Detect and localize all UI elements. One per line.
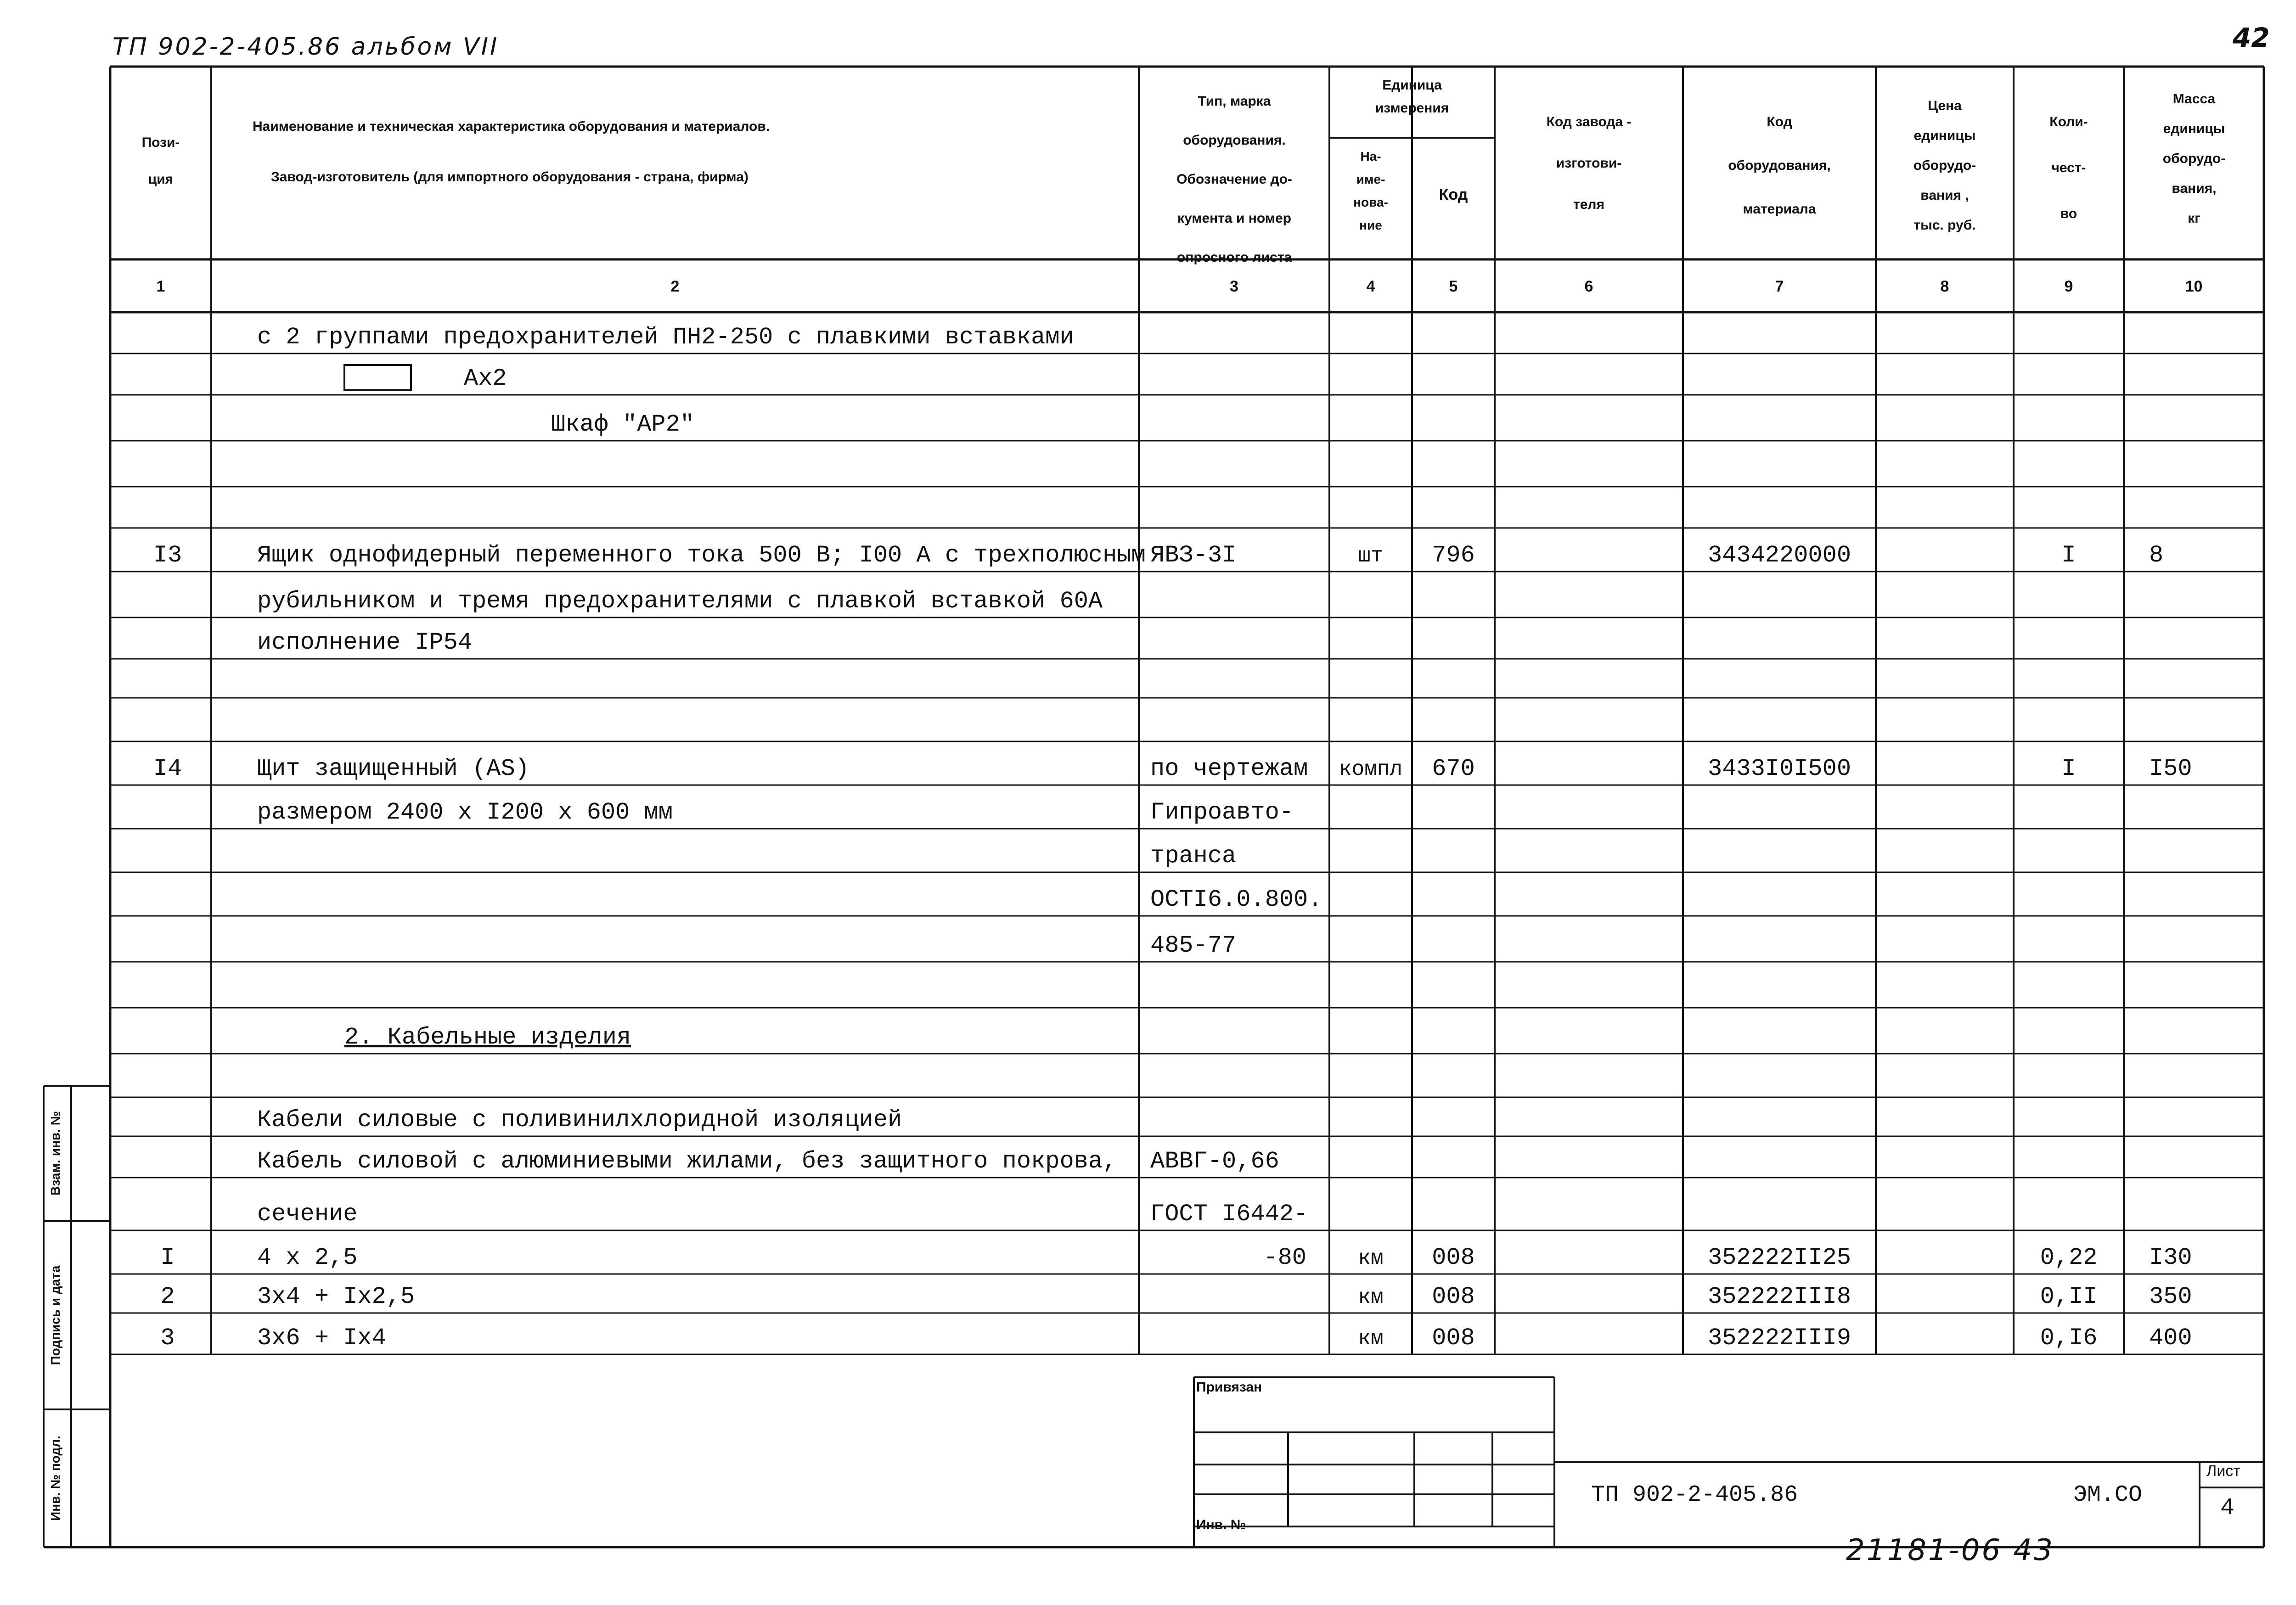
name-cell: 3х4 + Iх2,5 — [257, 1283, 415, 1310]
column-header: кг — [2188, 211, 2200, 226]
type-cell: ГОСТ I6442- — [1150, 1201, 1308, 1228]
name-cell: Кабели силовые с поливинилхлоридной изоляцией — [257, 1106, 902, 1134]
column-header: Наименование и техническая характеристика оборудования и материалов. — [253, 119, 770, 134]
stamp-document-code: ТП 902-2-405.86 — [1591, 1482, 1798, 1508]
stamp-bound-label: Привязан — [1196, 1380, 1262, 1395]
mass-cell: 350 — [2149, 1283, 2192, 1310]
type-cell: -80 — [1263, 1244, 1306, 1271]
unit-code-cell: 008 — [1432, 1324, 1475, 1352]
stamp-sheet-number: 4 — [2220, 1494, 2235, 1521]
quantity-cell: 0,I6 — [2040, 1324, 2098, 1352]
unit-cell: км — [1358, 1285, 1384, 1309]
column-header: Тип, марка — [1198, 94, 1271, 109]
name-cell: 2. Кабельные изделия — [344, 1024, 631, 1051]
unit-code-cell: 796 — [1432, 542, 1475, 569]
position-cell: I3 — [153, 542, 182, 569]
stamp-inv-label: Инв. № — [1196, 1517, 1246, 1532]
column-header: име- — [1356, 172, 1385, 186]
side-stamp-label: Подпись и дата — [48, 1265, 62, 1365]
column-header: оборудо- — [1913, 158, 1976, 173]
name-cell: Кабель силовой с алюминиевыми жилами, без защитного покрова, — [257, 1148, 1117, 1175]
quantity-cell: 0,II — [2040, 1283, 2098, 1310]
column-header: ние — [1359, 218, 1382, 232]
column-header: Масса — [2172, 91, 2216, 107]
column-header: тыс. руб. — [1913, 218, 1976, 233]
unit-code-cell: 008 — [1432, 1283, 1475, 1310]
side-stamp-label: Инв. № подл. — [48, 1436, 62, 1521]
name-cell: рубильником и тремя предохранителями с плавкой вставкой 60А — [257, 588, 1103, 615]
type-cell: ЯВЗ-3I — [1150, 542, 1237, 569]
side-stamp-label: Взам. инв. № — [48, 1111, 62, 1195]
column-header: теля — [1573, 197, 1604, 212]
name-cell: 3х6 + Iх4 — [257, 1324, 386, 1352]
stamp-sheet-label: Лист — [2206, 1462, 2240, 1480]
column-number: 3 — [1230, 278, 1238, 295]
type-cell: АВВГ-0,66 — [1150, 1148, 1279, 1175]
position-cell: 2 — [160, 1283, 175, 1310]
page-number-top: 42 — [2233, 22, 2270, 53]
unit-cell: шт — [1358, 544, 1384, 568]
document-code-top: ТП 902-2-405.86 альбом VII — [113, 33, 499, 61]
fuse-box-symbol — [344, 365, 411, 390]
name-cell: Щит защищенный (AS) — [257, 755, 529, 782]
position-cell: I4 — [153, 755, 182, 782]
column-header: опросного листа — [1176, 250, 1292, 265]
type-cell: Гипроавто- — [1150, 799, 1294, 826]
type-cell: ОСТI6.0.800. — [1150, 886, 1322, 913]
column-header: оборудования, — [1728, 158, 1831, 173]
name-cell: Шкаф "АР2" — [551, 411, 695, 438]
column-header: нова- — [1353, 195, 1388, 209]
mass-cell: 8 — [2149, 542, 2164, 569]
column-number: 2 — [670, 278, 680, 295]
column-header: вания, — [2172, 181, 2217, 196]
name-cell: с 2 группами предохранителей ПН2-250 с плавкими вставками — [257, 324, 1074, 351]
column-header: кумента и номер — [1177, 211, 1292, 226]
column-header: во — [2060, 206, 2077, 221]
name-cell: 4 х 2,5 — [257, 1244, 358, 1271]
column-header: Цена — [1928, 98, 1962, 113]
name-cell: исполнение IP54 — [257, 629, 473, 656]
material-code-cell: 3433I0I500 — [1707, 755, 1851, 782]
column-header: На- — [1360, 149, 1381, 163]
column-header: единицы — [2163, 121, 2225, 136]
position-cell: 3 — [160, 1324, 175, 1352]
archive-number: 21181-06 43 — [1846, 1533, 2054, 1567]
unit-code-cell: 670 — [1432, 755, 1475, 782]
column-header: чест- — [2051, 160, 2086, 175]
column-header: Обозначение до- — [1176, 172, 1292, 187]
unit-cell: км — [1358, 1327, 1384, 1351]
stamp-document-designation: ЭМ.СО — [2073, 1482, 2143, 1508]
column-header: Код завода - — [1546, 114, 1632, 129]
name-cell: Ящик однофидерный переменного тока 500 В; I00 А с трехполюсным — [257, 542, 1146, 569]
column-header: ция — [148, 172, 174, 187]
column-header: оборудования. — [1183, 133, 1286, 148]
column-header: материала — [1743, 202, 1816, 217]
mass-cell: I30 — [2149, 1244, 2192, 1271]
unit-cell: км — [1358, 1246, 1384, 1270]
quantity-cell: I — [2061, 755, 2076, 782]
column-number: 6 — [1584, 278, 1593, 295]
column-number: 8 — [1940, 278, 1949, 295]
column-number: 4 — [1366, 278, 1375, 295]
column-number: 5 — [1449, 278, 1458, 295]
position-cell: I — [160, 1244, 175, 1271]
column-header: оборудо- — [2162, 151, 2226, 166]
column-header: вания , — [1920, 188, 1969, 203]
name-cell: сечение — [257, 1201, 358, 1228]
column-header: Завод-изготовитель (для импортного оборудования - страна, фирма) — [271, 169, 748, 185]
type-cell: транса — [1150, 842, 1237, 870]
column-header: Пози- — [141, 135, 180, 150]
column-header: единицы — [1913, 128, 1976, 143]
column-header: Единица — [1382, 78, 1442, 93]
column-header: Код — [1439, 186, 1468, 203]
mass-cell: 400 — [2149, 1324, 2192, 1352]
name-cell: размером 2400 х I200 х 600 мм — [257, 799, 673, 826]
type-cell: по чертежам — [1150, 755, 1308, 782]
material-code-cell: 352222III8 — [1707, 1283, 1851, 1310]
name-cell: Ax2 — [464, 365, 507, 392]
unit-code-cell: 008 — [1432, 1244, 1475, 1271]
column-number: 7 — [1775, 278, 1784, 295]
column-number: 9 — [2064, 278, 2073, 295]
column-number: 1 — [156, 278, 165, 295]
mass-cell: I50 — [2149, 755, 2192, 782]
column-header: изготови- — [1556, 156, 1622, 171]
material-code-cell: 3434220000 — [1707, 542, 1851, 569]
column-number: 10 — [2185, 278, 2203, 295]
unit-cell: компл — [1339, 758, 1403, 781]
quantity-cell: 0,22 — [2040, 1244, 2098, 1271]
material-code-cell: 352222III9 — [1707, 1324, 1851, 1352]
column-header: измерения — [1375, 101, 1449, 116]
column-header: Коли- — [2049, 114, 2088, 129]
quantity-cell: I — [2061, 542, 2076, 569]
material-code-cell: 352222II25 — [1707, 1244, 1851, 1271]
column-header: Код — [1767, 114, 1792, 129]
type-cell: 485-77 — [1150, 932, 1237, 959]
